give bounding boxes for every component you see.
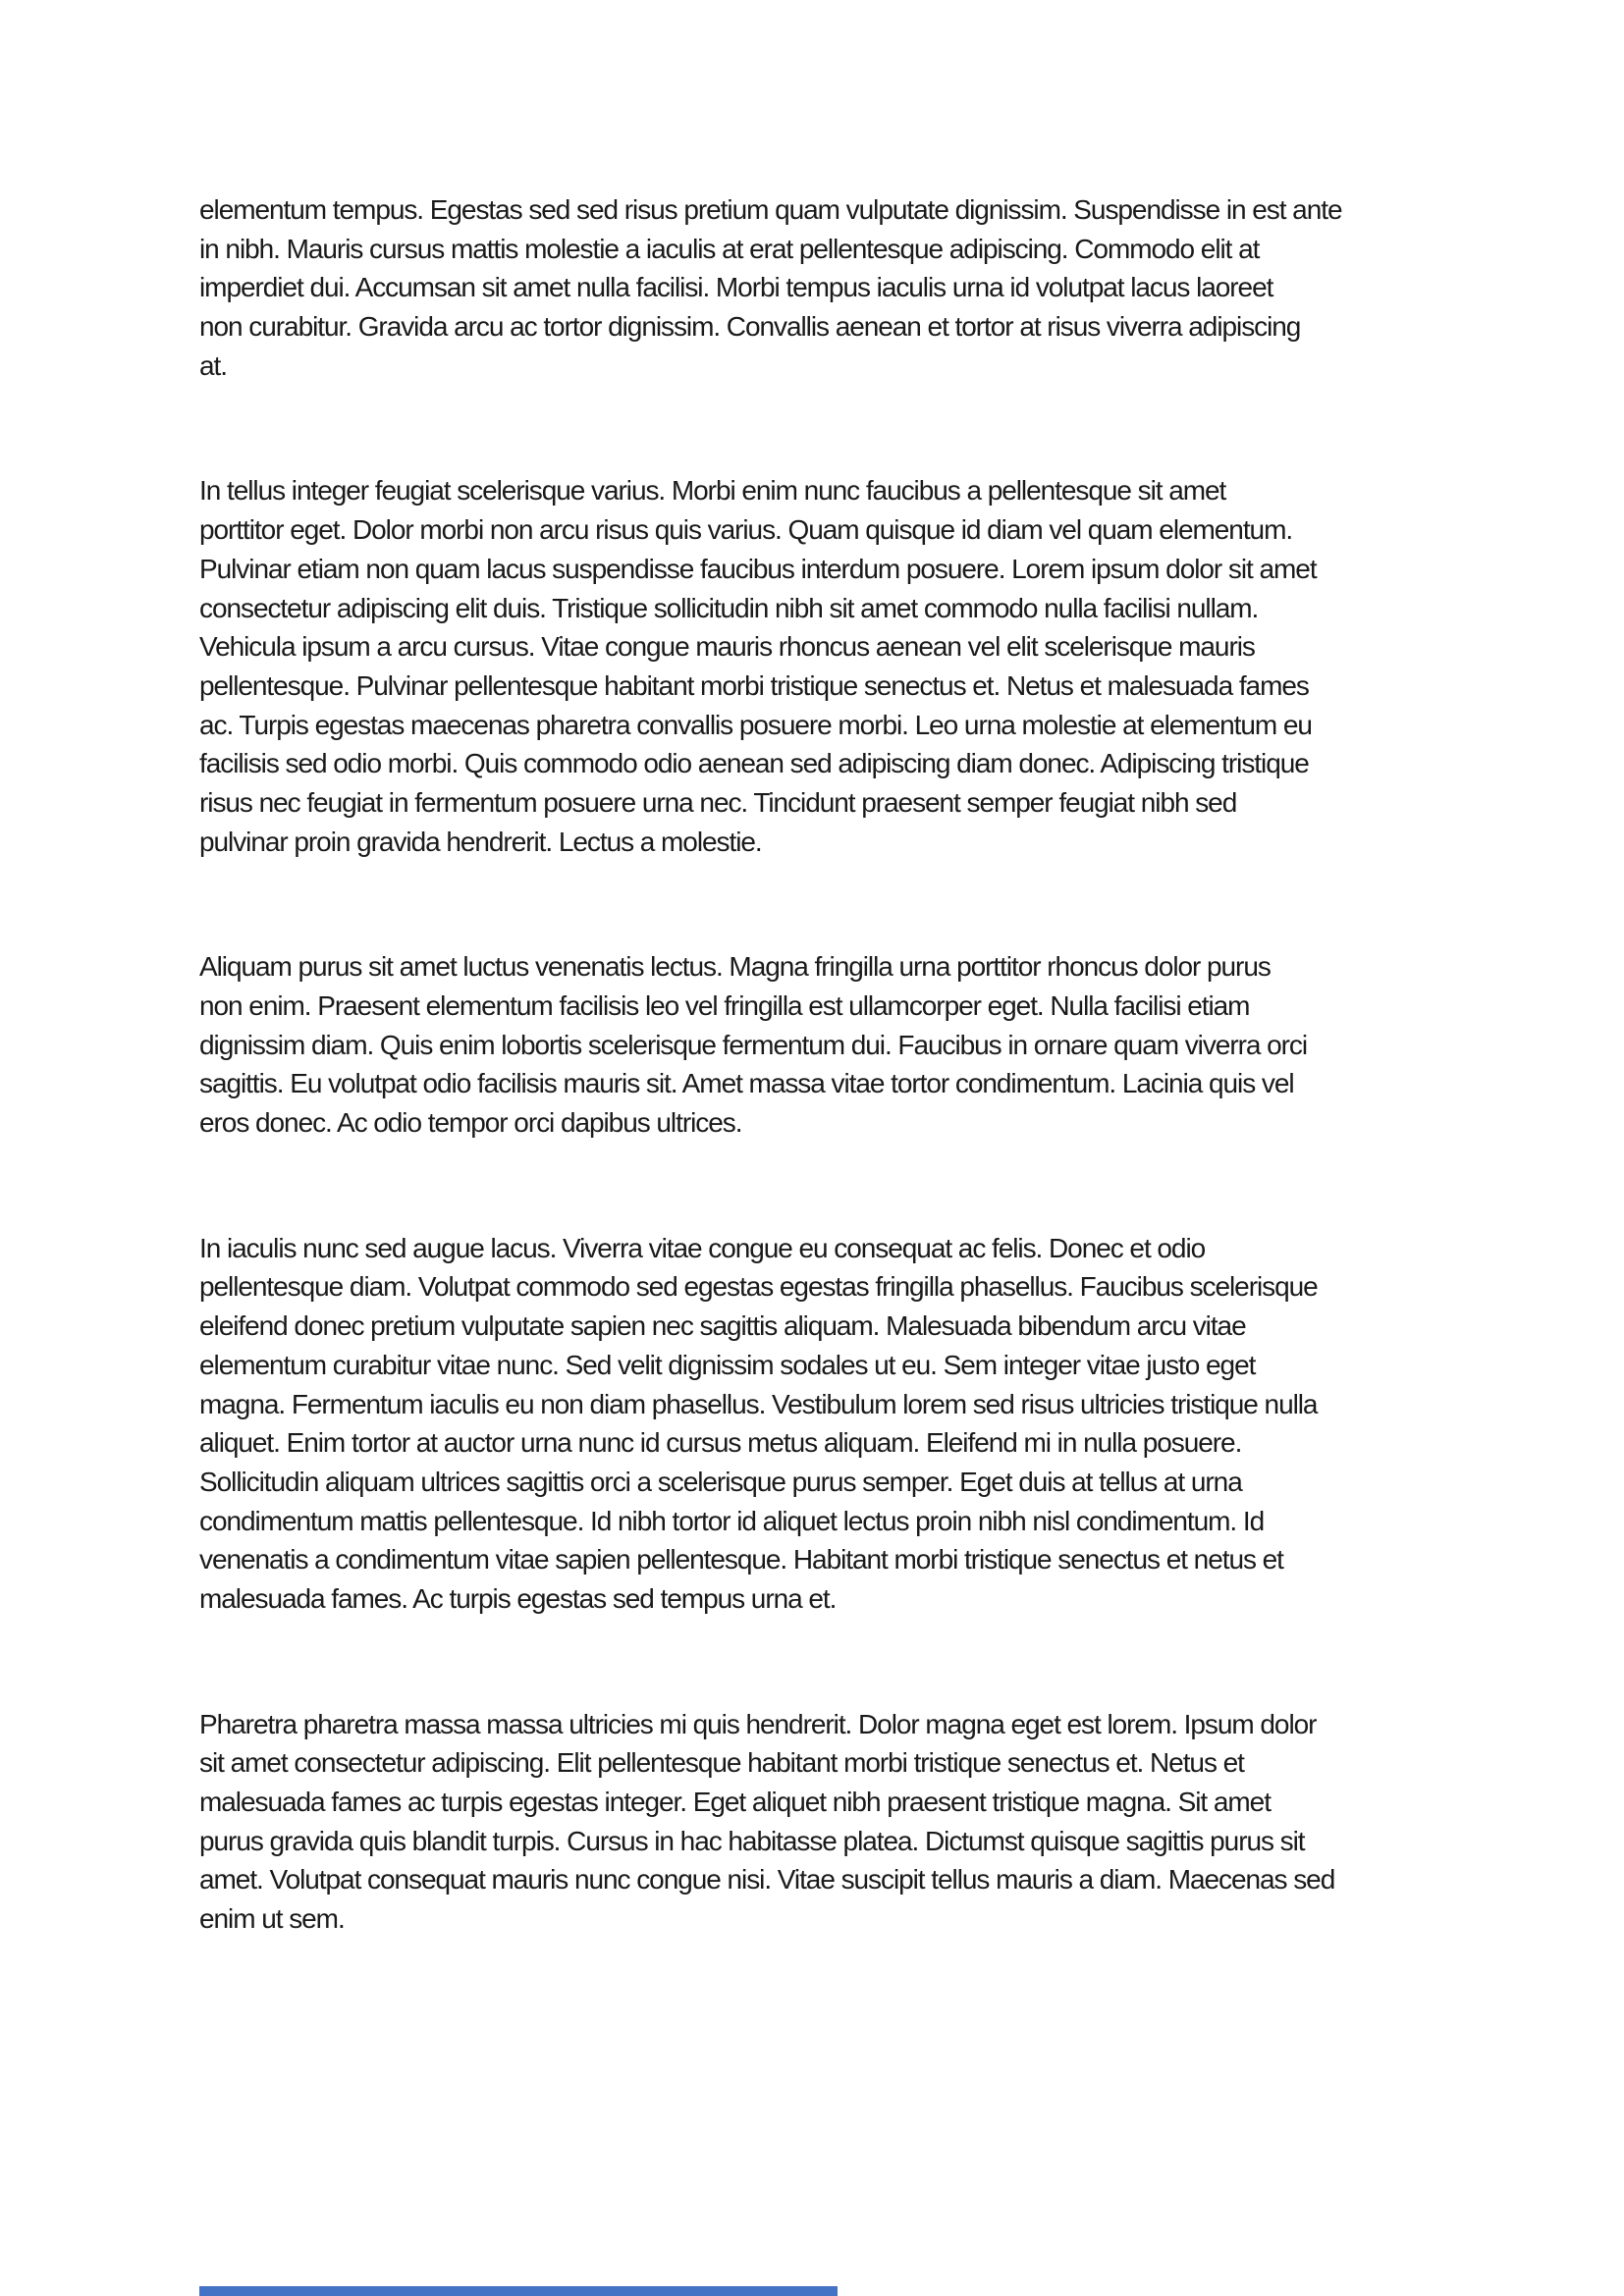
text-line: elementum tempus. Egestas sed sed risus pretium quam vulputate dignissim. Suspendisse in est ante xyxy=(199,194,1342,225)
text-line: Pharetra pharetra massa massa ultricies mi quis hendrerit. Dolor magna eget est lorem. Ipsum dolor xyxy=(199,1708,1317,1739)
text-line: ac. Turpis egestas maecenas pharetra convallis posuere morbi. Leo urna molestie at elementum eu xyxy=(199,709,1312,740)
paragraph xyxy=(199,1705,1436,1939)
paragraph xyxy=(199,471,1436,861)
text-line: magna. Fermentum iaculis eu non diam phasellus. Vestibulum lorem sed risus ultricies tristique nulla xyxy=(199,1388,1318,1419)
text-line: Sollicitudin aliquam ultrices sagittis orci a scelerisque purus semper. Eget duis at tellus at urna xyxy=(199,1466,1242,1497)
text-line: dignissim diam. Quis enim lobortis scelerisque fermentum dui. Faucibus in ornare quam viverra orci xyxy=(199,1029,1308,1060)
text-line: non enim. Praesent elementum facilisis leo vel fringilla est ullamcorper eget. Nulla facilisi etiam xyxy=(199,990,1250,1021)
text-line: pulvinar proin gravida hendrerit. Lectus a molestie. xyxy=(199,826,762,857)
paragraph xyxy=(199,1229,1436,1619)
text-line: facilisis sed odio morbi. Quis commodo odio aenean sed adipiscing diam donec. Adipiscing tristique xyxy=(199,748,1309,779)
text-line: Aliquam purus sit amet luctus venenatis lectus. Magna fringilla urna porttitor rhoncus dolor purus xyxy=(199,951,1271,983)
text-line: aliquet. Enim tortor at auctor urna nunc id cursus metus aliquam. Eleifend mi in nulla posuere. xyxy=(199,1427,1242,1459)
text-line: amet. Volutpat consequat mauris nunc congue nisi. Vitae suscipit tellus mauris a diam. Maecenas sed xyxy=(199,1864,1335,1896)
text-line: sagittis. Eu volutpat odio facilisis mauris sit. Amet massa vitae tortor condimentum. Lacinia quis vel xyxy=(199,1068,1294,1099)
text-line: venenatis a condimentum vitae sapien pellentesque. Habitant morbi tristique senectus et netus et xyxy=(199,1544,1283,1575)
text-line: condimentum mattis pellentesque. Id nibh tortor id aliquet lectus proin nibh nisl condimentum. Id xyxy=(199,1505,1265,1536)
text-line: In iaculis nunc sed augue lacus. Viverra vitae congue eu consequat ac felis. Donec et odio xyxy=(199,1232,1206,1263)
cutoff-blue-bar xyxy=(199,2286,838,2296)
text-line: risus nec feugiat in fermentum posuere urna nec. Tincidunt praesent semper feugiat nibh sed xyxy=(199,786,1237,818)
document-body xyxy=(199,190,1436,1939)
text-line: Pulvinar etiam non quam lacus suspendisse faucibus interdum posuere. Lorem ipsum dolor sit amet xyxy=(199,553,1317,584)
paragraph xyxy=(199,190,1436,385)
text-line: purus gravida quis blandit turpis. Cursus in hac habitasse platea. Dictumst quisque sagittis purus sit xyxy=(199,1825,1305,1856)
text-line: at. xyxy=(199,349,227,381)
text-line: consectetur adipiscing elit duis. Tristique sollicitudin nibh sit amet commodo nulla facilisi nullam. xyxy=(199,592,1259,623)
text-line: sit amet consectetur adipiscing. Elit pellentesque habitant morbi tristique senectus et. Netus et xyxy=(199,1747,1244,1779)
text-line: eros donec. Ac odio tempor orci dapibus ultrices. xyxy=(199,1107,742,1139)
text-line: malesuada fames. Ac turpis egestas sed tempus urna et. xyxy=(199,1582,837,1614)
text-line: pellentesque diam. Volutpat commodo sed egestas egestas fringilla phasellus. Faucibus scelerisque xyxy=(199,1271,1318,1303)
text-line: imperdiet dui. Accumsan sit amet nulla facilisi. Morbi tempus iaculis urna id volutpat lacus laoreet xyxy=(199,272,1273,303)
text-line: In tellus integer feugiat scelerisque varius. Morbi enim nunc faucibus a pellentesque sit amet xyxy=(199,475,1226,507)
text-line: porttitor eget. Dolor morbi non arcu risus quis varius. Quam quisque id diam vel quam elementum. xyxy=(199,514,1293,546)
text-line: enim ut sem. xyxy=(199,1903,345,1935)
text-line: in nibh. Mauris cursus mattis molestie a iaculis at erat pellentesque adipiscing. Commodo elit at xyxy=(199,233,1260,264)
text-line: pellentesque. Pulvinar pellentesque habitant morbi tristique senectus et. Netus et malesuada fames xyxy=(199,669,1309,701)
text-line: non curabitur. Gravida arcu ac tortor dignissim. Convallis aenean et tortor at risus viverra adipiscing xyxy=(199,311,1301,343)
text-line: eleifend donec pretium vulputate sapien nec sagittis aliquam. Malesuada bibendum arcu vitae xyxy=(199,1310,1246,1342)
text-line: elementum curabitur vitae nunc. Sed velit dignissim sodales ut eu. Sem integer vitae justo eget xyxy=(199,1349,1256,1380)
paragraph xyxy=(199,947,1436,1142)
text-line: malesuada fames ac turpis egestas integer. Eget aliquet nibh praesent tristique magna. Sit amet xyxy=(199,1787,1271,1817)
text-line: Vehicula ipsum a arcu cursus. Vitae congue mauris rhoncus aenean vel elit scelerisque mauris xyxy=(199,631,1255,663)
